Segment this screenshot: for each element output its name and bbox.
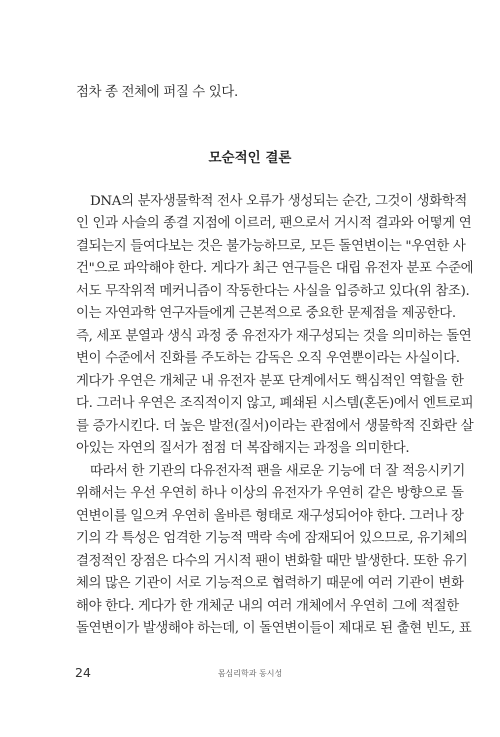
- text-line: 게다가 우연은 개체군 내 유전자 분포 단계에서도 핵심적인 역할을 한: [76, 374, 464, 389]
- text-line: 서도 무작위적 메커니즘이 작동한다는 사실을 입증하고 있다(위 참조).: [76, 284, 470, 299]
- text-line: 따라서 한 기관의 다유전자적 팬을 새로운 기능에 더 잘 적응시키기: [90, 464, 465, 479]
- text-line: 변이 수준에서 진화를 주도하는 감독은 오직 우연뿐이라는 사실이다.: [76, 351, 460, 366]
- section-heading: 모순적인 결론: [208, 150, 292, 166]
- text-line: 기의 각 특성은 엄격한 기능적 맥락 속에 잠재되어 있으므로, 유기체의: [76, 531, 468, 546]
- page-number: 24: [75, 665, 91, 680]
- text-line: 를 증가시킨다. 더 높은 발전(질서)이라는 관점에서 생물학적 진화란 살: [76, 419, 474, 434]
- text-line: 연변이를 일으켜 우연히 올바른 형태로 재구성되어야 한다. 그러나 장: [76, 509, 464, 524]
- text-line: 해야 한다. 게다가 한 개체군 내의 여러 개체에서 우연히 그에 적절한: [76, 599, 459, 614]
- text-line: 체의 많은 기관이 서로 기능적으로 협력하기 때문에 여러 기관이 변화: [76, 576, 464, 591]
- text-line: 위해서는 우선 우연히 하나 이상의 유전자가 우연히 같은 방향으로 돌: [76, 486, 464, 501]
- text-line: 결정적인 장점은 다수의 거시적 팬이 변화할 때만 발생한다. 또한 유기: [76, 554, 468, 569]
- text-line: 다. 그러나 우연은 조직적이지 않고, 폐쇄된 시스템(혼돈)에서 엔트로피: [76, 396, 474, 411]
- text-line: DNA의 분자생물학적 전사 오류가 생성되는 순간, 그것이 생화학적: [90, 194, 467, 209]
- text-line: 이는 자연과학 연구자들에게 근본적으로 중요한 문제점을 제공한다.: [76, 306, 456, 321]
- text-line: 결되는지 들여다보는 것은 불가능하므로, 모든 돌연변이는 "우연한 사: [76, 239, 466, 254]
- text-line: 점차 종 전체에 퍼질 수 있다.: [76, 85, 238, 100]
- text-line: 아있는 자연의 질서가 점점 더 복잡해지는 과정을 의미한다.: [76, 441, 410, 456]
- text-line: 인 인과 사슬의 종결 지점에 이르러, 팬으로서 거시적 결과와 어떻게 연: [76, 216, 472, 231]
- text-line: 건"으로 파악해야 한다. 게다가 최근 연구들은 대립 유전자 분포 수준에: [76, 261, 474, 276]
- text-line: 돌연변이가 발생해야 하는데, 이 돌연변이들이 제대로 된 출현 빈도, 표: [76, 621, 472, 636]
- text-line: 즉, 세포 분열과 생식 과정 중 유전자가 재구성되는 것을 의미하는 돌연: [76, 329, 472, 344]
- running-footer-title: 몸심리학과 동시성: [217, 669, 283, 678]
